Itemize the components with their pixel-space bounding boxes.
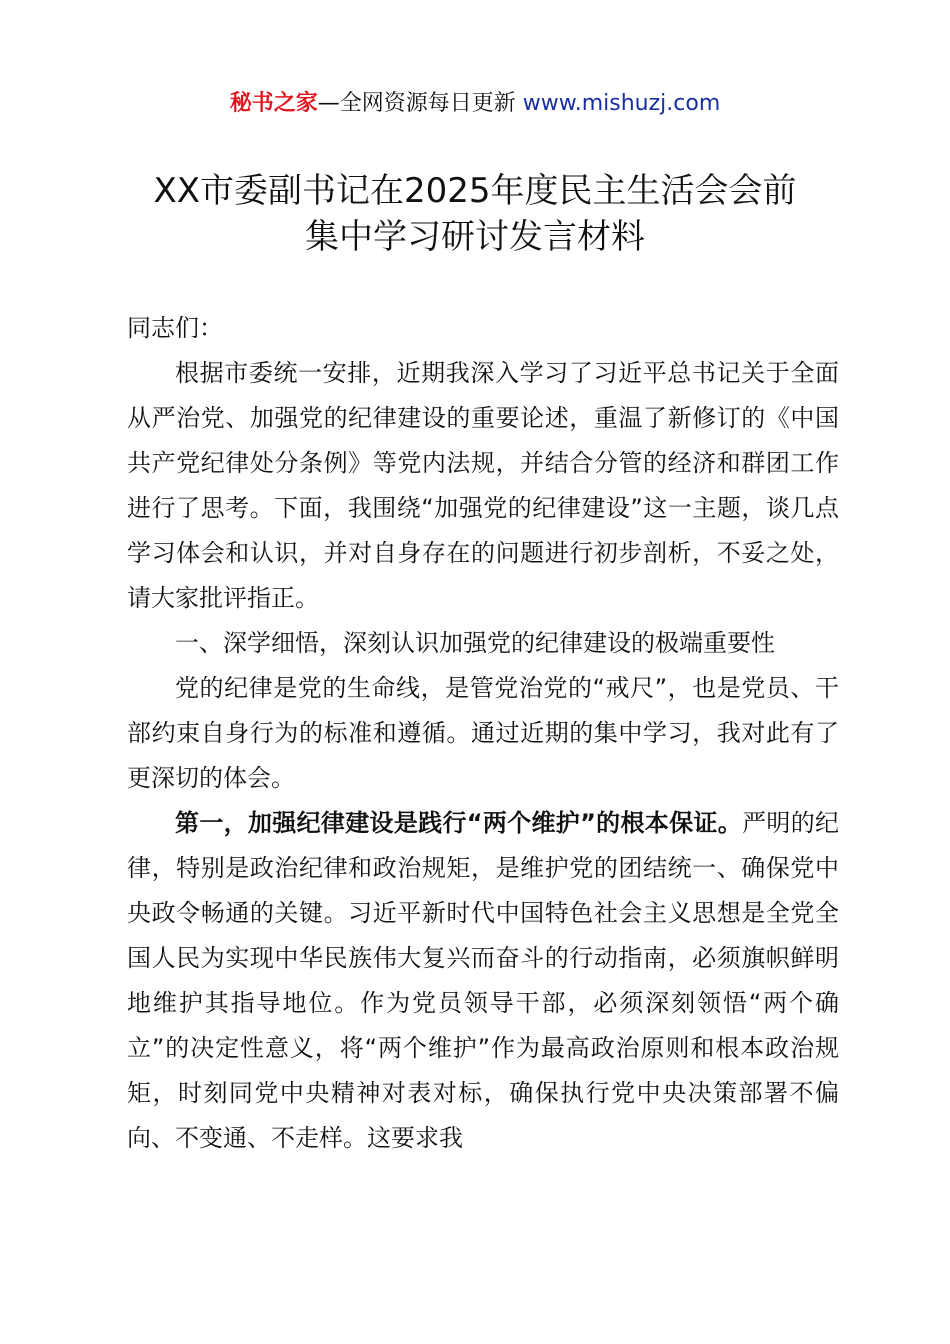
- document-title: [0, 168, 950, 260]
- title-line-2: 集中学习研讨发言材料: [305, 217, 645, 257]
- paragraph-point-1: [127, 801, 839, 1161]
- paragraph-discipline: 党的纪律是党的生命线，是管党治党的“戒尺”，也是党员、干部约束自身行为的标准和遵循。通过近期的集中学习，我对此有了更深切的体会。: [127, 674, 839, 792]
- site-header: [0, 88, 950, 120]
- paragraph-intro: 根据市委统一安排，近期我深入学习了习近平总书记关于全面从严治党、加强党的纪律建设的重要论述，重温了新修订的《中国共产党纪律处分条例》等党内法规，并结合分管的经济和群团工作进行了思考。下面，我围绕“加强党的纪律建设”这一主题，谈几点学习体会和认识，并对自身存在的问题进行初步剖析，不妥之处，请大家批评指正。: [127, 359, 839, 612]
- salutation: 同志们：: [127, 314, 223, 342]
- document-body: [127, 306, 839, 1161]
- section-heading-1: 一、深学细悟，深刻认识加强党的纪律建设的极端重要性: [175, 629, 775, 657]
- site-url-link[interactable]: www.mishuzj.com: [522, 91, 721, 116]
- point-1-lead: 第一，加强纪律建设是践行“两个维护”的根本保证。: [175, 809, 743, 837]
- point-1-text: 严明的纪律，特别是政治纪律和政治规矩，是维护党的团结统一、确保党中央政令畅通的关键。习近平新时代中国特色社会主义思想是全党全国人民为实现中华民族伟大复兴而奋斗的行动指南，必须旗帜鲜明地维护其指导地位。作为党员领导干部，必须深刻领悟“两个确立”的决定性意义，将“两个维护”作为最高政治原则和根本政治规矩，时刻同党中央精神对表对标，确保执行党中央决策部署不偏向、不变通、不走样。这要求我: [127, 809, 840, 1152]
- title-line-1: XX市委副书记在2025年度民主生活会会前: [153, 171, 797, 211]
- header-tagline: —全网资源每日更新: [317, 91, 516, 116]
- brand-name: 秘书之家: [229, 91, 318, 116]
